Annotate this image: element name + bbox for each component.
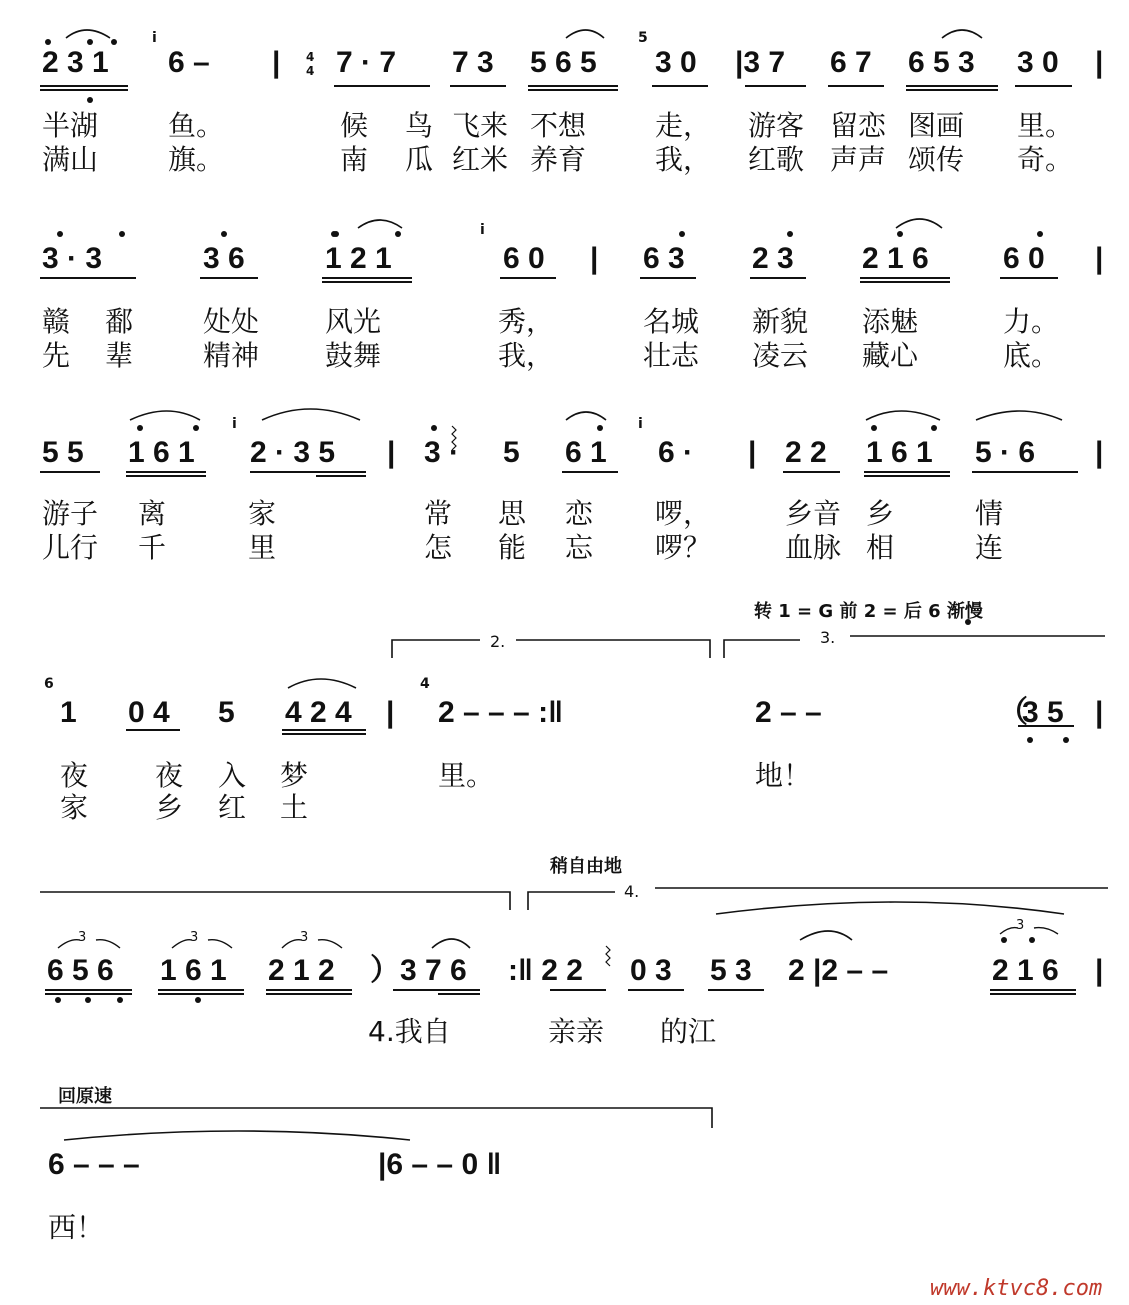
lyric-verse-1: 4.我自 — [368, 1015, 451, 1048]
notation-group: 1 2 1 — [325, 242, 392, 275]
triplet-mark: 3 — [190, 930, 199, 945]
lyric-verse-1: 走， — [655, 109, 712, 142]
lyric-verse-2: 红 — [218, 791, 247, 824]
notation-group: 3 · — [424, 436, 460, 469]
notation-group: 5 5 — [42, 436, 84, 469]
grace-note: i — [638, 416, 643, 432]
notation-group: 4 2 4 — [285, 696, 352, 729]
lyric-verse-2: 瓜 — [405, 143, 434, 176]
lyric-verse-2: 相 — [866, 531, 895, 564]
lyric-verse-1: 添魅 — [862, 305, 919, 338]
notation-group: 6 – – – — [48, 1148, 140, 1181]
lyric-verse-1: 图画 — [908, 109, 965, 142]
lyric-verse-1: 地！ — [755, 759, 812, 792]
lyric-verse-1: 的江 — [660, 1015, 717, 1048]
lyric-verse-2: 怎 — [424, 531, 453, 564]
notation-group: 5 3 — [710, 954, 752, 987]
time-signature: 4 4 — [306, 50, 315, 78]
notation-group: 0 3 — [630, 954, 672, 987]
lyric-verse-2: 奇。 — [1017, 143, 1074, 176]
lyric-verse-2: 凌云 — [752, 339, 809, 372]
triplet-brackets — [58, 928, 1058, 948]
notation-group: | — [387, 436, 396, 469]
lyric-verse-1: 留恋 — [830, 109, 887, 142]
notation-group: 5 6 5 — [530, 46, 597, 79]
lyric-verse-2: 壮志 — [643, 339, 700, 372]
notation-group: 3 0 — [655, 46, 697, 79]
notation-group: | — [386, 696, 395, 729]
lyric-verse-2: 乡 — [155, 791, 184, 824]
notation-group: 2 2 — [785, 436, 827, 469]
notation-group: 3 6 — [203, 242, 245, 275]
lyric-verse-1: 离 — [138, 497, 167, 530]
lyric-verse-1: 入 — [218, 759, 247, 792]
notation-group: 5 — [218, 696, 235, 729]
notation-group: |6 – – 0 ‖ — [378, 1148, 502, 1181]
tempo-free-label: 稍自由地 — [550, 856, 622, 877]
lyric-verse-2: 养育 — [530, 143, 587, 176]
notation-group: 2 |2 – – — [788, 954, 889, 987]
notation-group: 1 — [60, 696, 77, 729]
triplet-mark: 3 — [1016, 918, 1025, 933]
lyric-verse-2: 先 — [42, 339, 71, 372]
lyric-verse-1: 啰， — [655, 497, 712, 530]
lyric-verse-2: 里 — [248, 531, 277, 564]
lyric-verse-1: 亲亲 — [548, 1015, 605, 1048]
lyric-verse-1: 里。 — [438, 759, 495, 792]
notation-group: | — [1095, 954, 1104, 987]
lyric-verse-1: 秀， — [498, 305, 555, 338]
lyric-verse-2: 能 — [498, 531, 527, 564]
lyric-verse-2: 红米 — [452, 143, 509, 176]
notation-group: | — [272, 46, 281, 79]
notation-group: 2 1 6 — [992, 954, 1059, 987]
lyric-verse-1: 新貌 — [752, 305, 809, 338]
volta-2-label: 2. — [490, 632, 506, 651]
watermark: www.ktvc8.com — [930, 1276, 1103, 1301]
lyric-verse-2: 我， — [655, 143, 712, 176]
notation-group: 0 4 — [128, 696, 170, 729]
lyric-verse-1: 夜 — [155, 759, 184, 792]
notation-group: 6 3 — [643, 242, 685, 275]
notation-group: 1 6 1 — [866, 436, 933, 469]
notation-group: 2 1 6 — [862, 242, 929, 275]
lyric-verse-1: 鱼。 — [168, 109, 225, 142]
lyric-verse-1: 梦 — [280, 759, 309, 792]
triplet-mark: 3 — [78, 930, 87, 945]
lyric-verse-2: 鼓舞 — [325, 339, 382, 372]
lyric-verse-1: 夜 — [60, 759, 89, 792]
grace-note: 4 — [420, 676, 430, 692]
lyric-verse-2: 啰？ — [655, 531, 712, 564]
notation-group: 5 — [503, 436, 520, 469]
lyric-verse-1: 不想 — [530, 109, 587, 142]
notation-group: 2 – – — [755, 696, 822, 729]
lyric-verse-2: 南 — [340, 143, 369, 176]
notation-group: 3 5 — [1022, 696, 1064, 729]
lyric-verse-1: 鄱 — [105, 305, 134, 338]
lyric-verse-1: 半湖 — [42, 109, 99, 142]
lyric-verse-2: 土 — [280, 791, 309, 824]
notation-group: 7 · 7 — [336, 46, 397, 79]
notation-group: 6 5 6 — [47, 954, 114, 987]
notation-group: | — [1095, 436, 1104, 469]
lyric-verse-1: 风光 — [325, 305, 382, 338]
notation-group: 3 0 — [1017, 46, 1059, 79]
notation-group: | — [1095, 242, 1104, 275]
notation-group: 2 · 3 5 — [250, 436, 336, 469]
lyric-verse-1: 常 — [424, 497, 453, 530]
notation-group: | — [1095, 46, 1104, 79]
notation-group: 6 7 — [830, 46, 872, 79]
notation-group: 6 0 — [503, 242, 545, 275]
lyric-verse-2: 旗。 — [168, 143, 225, 176]
lyric-verse-2: 声声 — [830, 143, 887, 176]
triplet-mark: 3 — [300, 930, 309, 945]
notation-group: 2 1 2 — [268, 954, 335, 987]
lyric-verse-1: 候 — [340, 109, 369, 142]
notation-group: （ — [998, 696, 1028, 729]
lyric-verse-2: 忘 — [565, 531, 594, 564]
notation-group: 3 · 3 — [42, 242, 103, 275]
lyric-verse-2: 儿行 — [42, 531, 99, 564]
lyric-verse-1: 情 — [975, 497, 1004, 530]
notation-group: 6 · — [658, 436, 694, 469]
volta-brackets — [40, 636, 1108, 1128]
lyric-verse-2: 辈 — [105, 339, 134, 372]
notation-group: | — [748, 436, 757, 469]
lyric-verse-1: 思 — [498, 497, 527, 530]
notation-group: 1 6 1 — [128, 436, 195, 469]
lyric-verse-2: 底。 — [1003, 339, 1060, 372]
grace-note: 5 — [638, 30, 648, 46]
lyric-verse-2: 家 — [60, 791, 89, 824]
notation-group: 1 6 1 — [160, 954, 227, 987]
lyric-verse-1: 乡 — [866, 497, 895, 530]
lyric-verse-2: 藏心 — [862, 339, 919, 372]
grace-note: i — [232, 416, 237, 432]
lyric-verse-1: 乡音 — [785, 497, 842, 530]
notation-group: 6 – — [168, 46, 210, 79]
volta-4-label: 4. — [624, 882, 640, 901]
notation-group: 6 5 3 — [908, 46, 975, 79]
lyric-verse-1: 处处 — [203, 305, 260, 338]
lyric-verse-2: 连 — [975, 531, 1004, 564]
grace-note: i — [152, 30, 157, 46]
lyric-verse-1: 鸟 — [405, 109, 434, 142]
volta-3-label: 3. — [820, 628, 836, 647]
lyric-verse-2: 精神 — [203, 339, 260, 372]
notation-group: 2 – – – :‖ — [438, 696, 563, 729]
notation-group: :‖ 2 2 — [508, 954, 583, 987]
notation-group: | — [590, 242, 599, 275]
lyric-verse-2: 我， — [498, 339, 555, 372]
lyric-verse-1: 里。 — [1017, 109, 1074, 142]
lyric-verse-1: 游子 — [42, 497, 99, 530]
lyric-verse-2: 颂传 — [908, 143, 965, 176]
lyric-verse-1: 恋 — [565, 497, 594, 530]
lyric-verse-2: 红歌 — [748, 143, 805, 176]
lyric-verse-1: 赣 — [42, 305, 71, 338]
notation-group: 6 1 — [565, 436, 607, 469]
lyric-verse-1: 名城 — [643, 305, 700, 338]
notation-group: 5 · 6 — [975, 436, 1036, 469]
notation-group: 7 3 — [452, 46, 494, 79]
lyric-verse-2: 满山 — [42, 143, 99, 176]
key-change-label: 转 1 = G 前 2 = 后 6 渐慢 — [754, 601, 983, 622]
notation-group: |3 7 — [735, 46, 786, 79]
lyric-verse-2: 血脉 — [785, 531, 842, 564]
lyric-verse-1: 家 — [248, 497, 277, 530]
lyric-verse-1: 力。 — [1003, 305, 1060, 338]
notation-group: | — [1095, 696, 1104, 729]
notation-group: ）3 7 6 — [370, 954, 467, 987]
lyric-verse-1: 飞来 — [452, 109, 509, 142]
notation-group: 6 0 — [1003, 242, 1045, 275]
grace-note: i — [480, 222, 485, 238]
tempo-return-label: 回原速 — [58, 1086, 112, 1107]
lyric-verse-2: 千 — [138, 531, 167, 564]
lyric-verse-1: 游客 — [748, 109, 805, 142]
lyric-verse-1: 西！ — [48, 1211, 105, 1244]
notation-group: 2 3 1 — [42, 46, 109, 79]
notation-group: 2 3 — [752, 242, 794, 275]
grace-note: 6 — [44, 676, 54, 692]
